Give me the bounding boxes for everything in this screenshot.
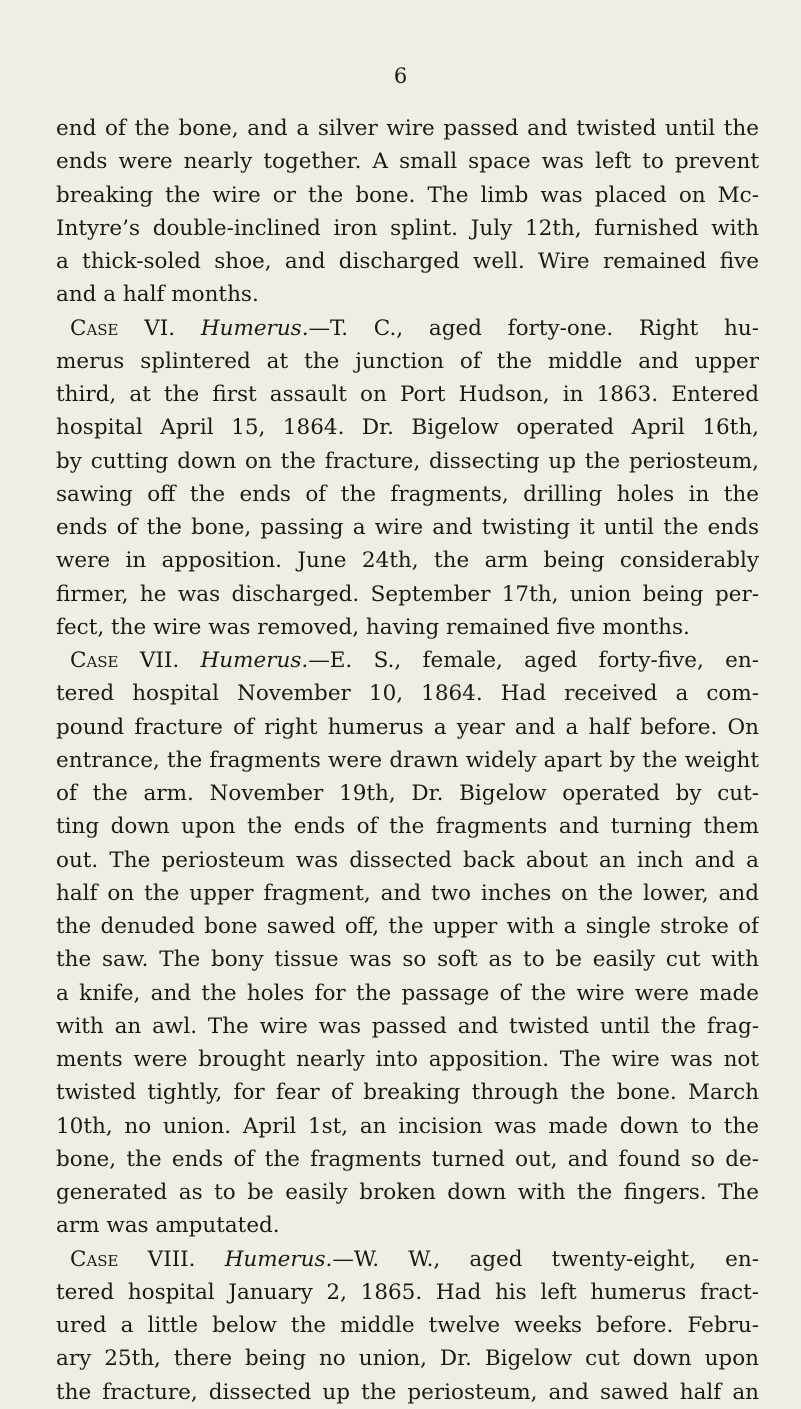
text-line: [56, 977, 759, 1010]
case-label: Case VIII.: [70, 1246, 196, 1272]
body-text: [56, 112, 759, 1409]
text-line: [56, 445, 759, 478]
text-line: [56, 1342, 759, 1375]
line-text: tered hospital January 2, 1865. Had his left humerus fract-: [56, 1279, 759, 1305]
page-number: 6: [393, 64, 408, 88]
line-text: with an awl. The wire was passed and twisted until the frag-: [56, 1013, 759, 1039]
line-text: ured a little below the middle twelve weeks before. Febru-: [56, 1313, 759, 1338]
text-line: [56, 212, 759, 245]
case-label: Case VI.: [70, 315, 176, 341]
line-text: the saw. The bony tissue was so soft as to be easily cut with: [56, 947, 759, 973]
text-line: [56, 411, 759, 444]
line-text: ends were nearly together. A small space was left to prevent: [56, 149, 759, 175]
text-line: [56, 245, 759, 278]
text-line: [56, 1309, 759, 1342]
text-line: [56, 677, 759, 710]
line-text: were in apposition. June 24th, the arm being considerably: [56, 548, 759, 574]
case-label: Case VII.: [70, 648, 180, 673]
text-line: [56, 844, 759, 877]
text-line: [56, 511, 759, 544]
text-line: [56, 777, 759, 810]
case-heading-line: [56, 1243, 759, 1276]
line-text: a thick-soled shoe, and discharged well. Wire remained five: [56, 249, 759, 274]
line-text: merus splintered at the junction of the middle and upper: [56, 348, 759, 374]
line-text: Intyre’s double-inclined iron splint. July 12th, furnished with: [56, 215, 759, 241]
case-heading-line: [56, 644, 759, 677]
line-text: arm was amputated.: [56, 1213, 280, 1239]
text-line: [56, 378, 759, 411]
line-text: of the arm. November 19th, Dr. Bigelow operated by cut-: [56, 781, 759, 806]
text-line: [56, 1209, 759, 1242]
text-line: [56, 1276, 759, 1309]
line-text: half on the upper fragment, and two inches on the lower, and: [56, 880, 759, 906]
text-line: [56, 112, 759, 145]
line-text: fect, the wire was removed, having remained five months.: [56, 614, 690, 640]
text-line: [56, 744, 759, 777]
line-text: and a half months.: [56, 282, 259, 308]
text-line: [56, 345, 759, 378]
line-text: the denuded bone sawed off, the upper with a single stroke of: [56, 914, 759, 939]
line-text: ary 25th, there being no union, Dr. Bigelow cut down upon: [56, 1346, 759, 1372]
text-line: [56, 1010, 759, 1043]
text-line: [56, 1076, 759, 1109]
line-text: twisted tightly, for fear of breaking through the bone. March: [56, 1080, 759, 1106]
line-text: generated as to be easily broken down with the fingers. The: [56, 1180, 759, 1205]
text-line: [56, 1110, 759, 1143]
text-line: [56, 1176, 759, 1209]
text-line: [56, 145, 759, 178]
line-text: by cutting down on the fracture, dissecting up the periosteum,: [56, 448, 759, 474]
line-text: out. The periosteum was dissected back about an inch and a: [56, 847, 759, 873]
text-line: [56, 910, 759, 943]
line-text: ting down upon the ends of the fragments and turning them: [56, 814, 759, 840]
line-text: end of the bone, and a silver wire passed and twisted until the: [56, 116, 759, 141]
case-heading-line: [56, 312, 759, 345]
text-line: [56, 578, 759, 611]
line-text: 10th, no union. April 1st, an incision was made down to the: [56, 1113, 759, 1139]
line-text: tered hospital November 10, 1864. Had received a com-: [56, 681, 759, 707]
text-line: [56, 544, 759, 577]
line-text: pound fracture of right humerus a year and a half before. On: [56, 714, 759, 740]
line-text: —E. S., female, aged forty-five, en-: [308, 648, 759, 673]
text-line: [56, 1043, 759, 1076]
text-line: [56, 943, 759, 976]
text-line: [56, 810, 759, 843]
line-text: a knife, and the holes for the passage of the wire were made: [56, 980, 759, 1006]
text-line: [56, 611, 759, 644]
text-line: [56, 877, 759, 910]
text-line: [56, 1143, 759, 1176]
line-text: breaking the wire or the bone. The limb was placed on Mc-: [56, 182, 759, 208]
text-line: [56, 478, 759, 511]
case-subject: Humerus.: [200, 648, 309, 673]
line-text: ends of the bone, passing a wire and twisting it until the ends: [56, 515, 759, 540]
line-text: hospital April 15, 1864. Dr. Bigelow operated April 16th,: [56, 415, 759, 441]
line-text: —T. C., aged forty-one. Right hu-: [308, 315, 759, 341]
line-text: third, at the first assault on Port Hudson, in 1863. Entered: [56, 382, 759, 407]
text-line: [56, 278, 759, 311]
text-line: [56, 179, 759, 212]
text-line: [56, 711, 759, 744]
line-text: bone, the ends of the fragments turned out, and found so de-: [56, 1146, 759, 1172]
line-text: sawing off the ends of the fragments, drilling holes in the: [56, 481, 759, 507]
text-line: [56, 1376, 759, 1409]
line-text: the fracture, dissected up the periosteum, and sawed half an: [56, 1379, 759, 1405]
line-text: —W. W., aged twenty-eight, en-: [332, 1246, 759, 1272]
case-subject: Humerus.: [200, 315, 309, 341]
line-text: ments were brought nearly into apposition. The wire was not: [56, 1047, 759, 1072]
case-subject: Humerus.: [224, 1246, 333, 1272]
line-text: entrance, the fragments were drawn widely apart by the weight: [56, 747, 759, 773]
line-text: firmer, he was discharged. September 17th, union being per-: [56, 581, 759, 607]
